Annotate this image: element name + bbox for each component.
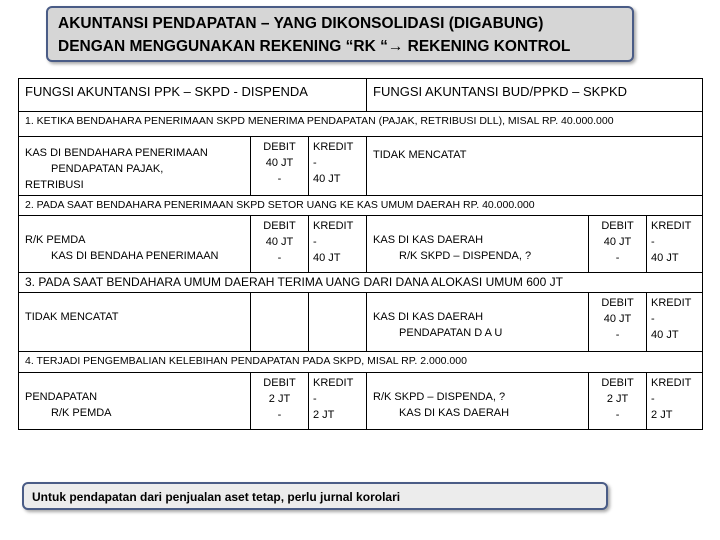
- debit-value: 2 JT: [606, 393, 629, 405]
- kredit-value: 40 JT: [651, 252, 679, 264]
- kredit-value: 40 JT: [313, 173, 341, 185]
- statement-row: [19, 112, 703, 137]
- slide-title-line2: DENGAN MENGGUNAKAN REKENING “RK “→ REKENING KONTROL: [58, 38, 571, 55]
- statement-row: [19, 196, 703, 216]
- kredit-cell: [647, 216, 703, 273]
- slide-title-line1: AKUNTANSI PENDAPATAN – YANG DIKONSOLIDASI (DIGABUNG): [58, 15, 544, 32]
- kredit-label: KREDIT: [651, 377, 692, 389]
- kredit-cell: [309, 137, 367, 196]
- kredit-value: 2 JT: [651, 409, 673, 421]
- debit-cell: [589, 216, 647, 273]
- account-credit: R/K PEMDA: [51, 407, 112, 419]
- debit-label: DEBIT: [601, 377, 634, 389]
- kredit-value: 40 JT: [651, 329, 679, 341]
- account-credit: PENDAPATAN PAJAK,: [51, 163, 164, 175]
- kredit-label: KREDIT: [313, 141, 354, 153]
- debit-value: 40 JT: [265, 157, 294, 169]
- kredit-dash: -: [651, 236, 655, 248]
- kredit-dash: -: [313, 236, 317, 248]
- journal-table: [18, 78, 703, 430]
- kredit-cell: [647, 293, 703, 352]
- debit-label: DEBIT: [601, 220, 634, 232]
- header-row: [19, 79, 703, 112]
- account-credit: KAS DI KAS DAERAH: [399, 407, 510, 419]
- account-debit: PENDAPATAN: [25, 391, 98, 403]
- debit-cell: [251, 373, 309, 430]
- left-no-entry: [19, 293, 251, 352]
- header-skpd: FUNGSI AKUNTANSI PPK – SKPD - DISPENDA: [19, 79, 367, 112]
- slide-title: [46, 6, 634, 62]
- debit-value: 40 JT: [603, 313, 632, 325]
- right-accounts: [367, 373, 589, 430]
- account-debit: KAS DI KAS DAERAH: [373, 311, 484, 323]
- debit-dash: -: [277, 252, 282, 264]
- debit-dash: -: [277, 409, 282, 421]
- statement-3: 3. PADA SAAT BENDAHARA UMUM DAERAH TERIMA UANG DARI DANA ALOKASI UMUM 600 JT: [19, 273, 703, 293]
- kredit-value: 40 JT: [313, 252, 341, 264]
- left-accounts: [19, 216, 251, 273]
- debit-cell: [251, 216, 309, 273]
- debit-value: 2 JT: [268, 393, 291, 405]
- kredit-dash: -: [313, 393, 317, 405]
- debit-cell: [251, 137, 309, 196]
- right-accounts: [367, 293, 589, 352]
- kredit-dash: -: [651, 393, 655, 405]
- kredit-cell: [309, 216, 367, 273]
- statement-row: [19, 273, 703, 293]
- footer-note: Untuk pendapatan dari penjualan aset tetap, perlu jurnal korolari: [22, 482, 608, 510]
- debit-dash: -: [615, 409, 620, 421]
- journal-row: [19, 293, 703, 352]
- account-debit: R/K SKPD – DISPENDA, ?: [373, 391, 506, 403]
- debit-label: DEBIT: [263, 377, 296, 389]
- journal-row: [19, 137, 703, 196]
- journal-row: [19, 216, 703, 273]
- left-accounts: [19, 137, 251, 196]
- debit-dash: -: [615, 252, 620, 264]
- kredit-cell: [647, 373, 703, 430]
- debit-dash: -: [615, 329, 620, 341]
- kredit-cell: [309, 373, 367, 430]
- account-debit: KAS DI BENDAHARA PENERIMAAN: [25, 147, 208, 159]
- header-skpkd: FUNGSI AKUNTANSI BUD/PPKD – SKPKD: [367, 79, 703, 112]
- statement-4: 4. TERJADI PENGEMBALIAN KELEBIHAN PENDAPATAN PADA SKPD, MISAL RP. 2.000.000: [19, 352, 703, 373]
- account-credit: KAS DI BENDAHA PENERIMAAN: [51, 250, 219, 262]
- right-accounts: [367, 216, 589, 273]
- kredit-label: KREDIT: [313, 220, 354, 232]
- account-credit: R/K SKPD – DISPENDA, ?: [399, 250, 532, 262]
- debit-label: DEBIT: [601, 297, 634, 309]
- debit-cell: [589, 373, 647, 430]
- statement-row: [19, 352, 703, 373]
- statement-1: 1. KETIKA BENDAHARA PENERIMAAN SKPD MENERIMA PENDAPATAN (PAJAK, RETRIBUSI DLL), MISAL RP. 40.000.000: [19, 112, 703, 137]
- debit-cell: [589, 293, 647, 352]
- kredit-cell-empty: [309, 293, 367, 352]
- left-accounts: [19, 373, 251, 430]
- kredit-value: 2 JT: [313, 409, 335, 421]
- account-credit: PENDAPATAN D A U: [399, 327, 503, 339]
- debit-label: DEBIT: [263, 141, 296, 153]
- kredit-dash: -: [651, 313, 655, 325]
- account-debit: R/K PEMDA: [25, 234, 86, 246]
- statement-2: 2. PADA SAAT BENDAHARA PENERIMAAN SKPD SETOR UANG KE KAS UMUM DAERAH RP. 40.000.000: [19, 196, 703, 216]
- debit-cell-empty: [251, 293, 309, 352]
- debit-value: 40 JT: [265, 236, 294, 248]
- tidak-mencatat: TIDAK MENCATAT: [25, 311, 119, 323]
- kredit-label: KREDIT: [313, 377, 354, 389]
- account-credit-cont: RETRIBUSI: [25, 179, 84, 191]
- debit-label: DEBIT: [263, 220, 296, 232]
- debit-dash: -: [277, 173, 282, 185]
- kredit-label: KREDIT: [651, 297, 692, 309]
- kredit-dash: -: [313, 157, 317, 169]
- journal-row: [19, 373, 703, 430]
- kredit-label: KREDIT: [651, 220, 692, 232]
- tidak-mencatat: TIDAK MENCATAT: [373, 149, 467, 161]
- debit-value: 40 JT: [603, 236, 632, 248]
- right-no-entry: [367, 137, 703, 196]
- account-debit: KAS DI KAS DAERAH: [373, 234, 484, 246]
